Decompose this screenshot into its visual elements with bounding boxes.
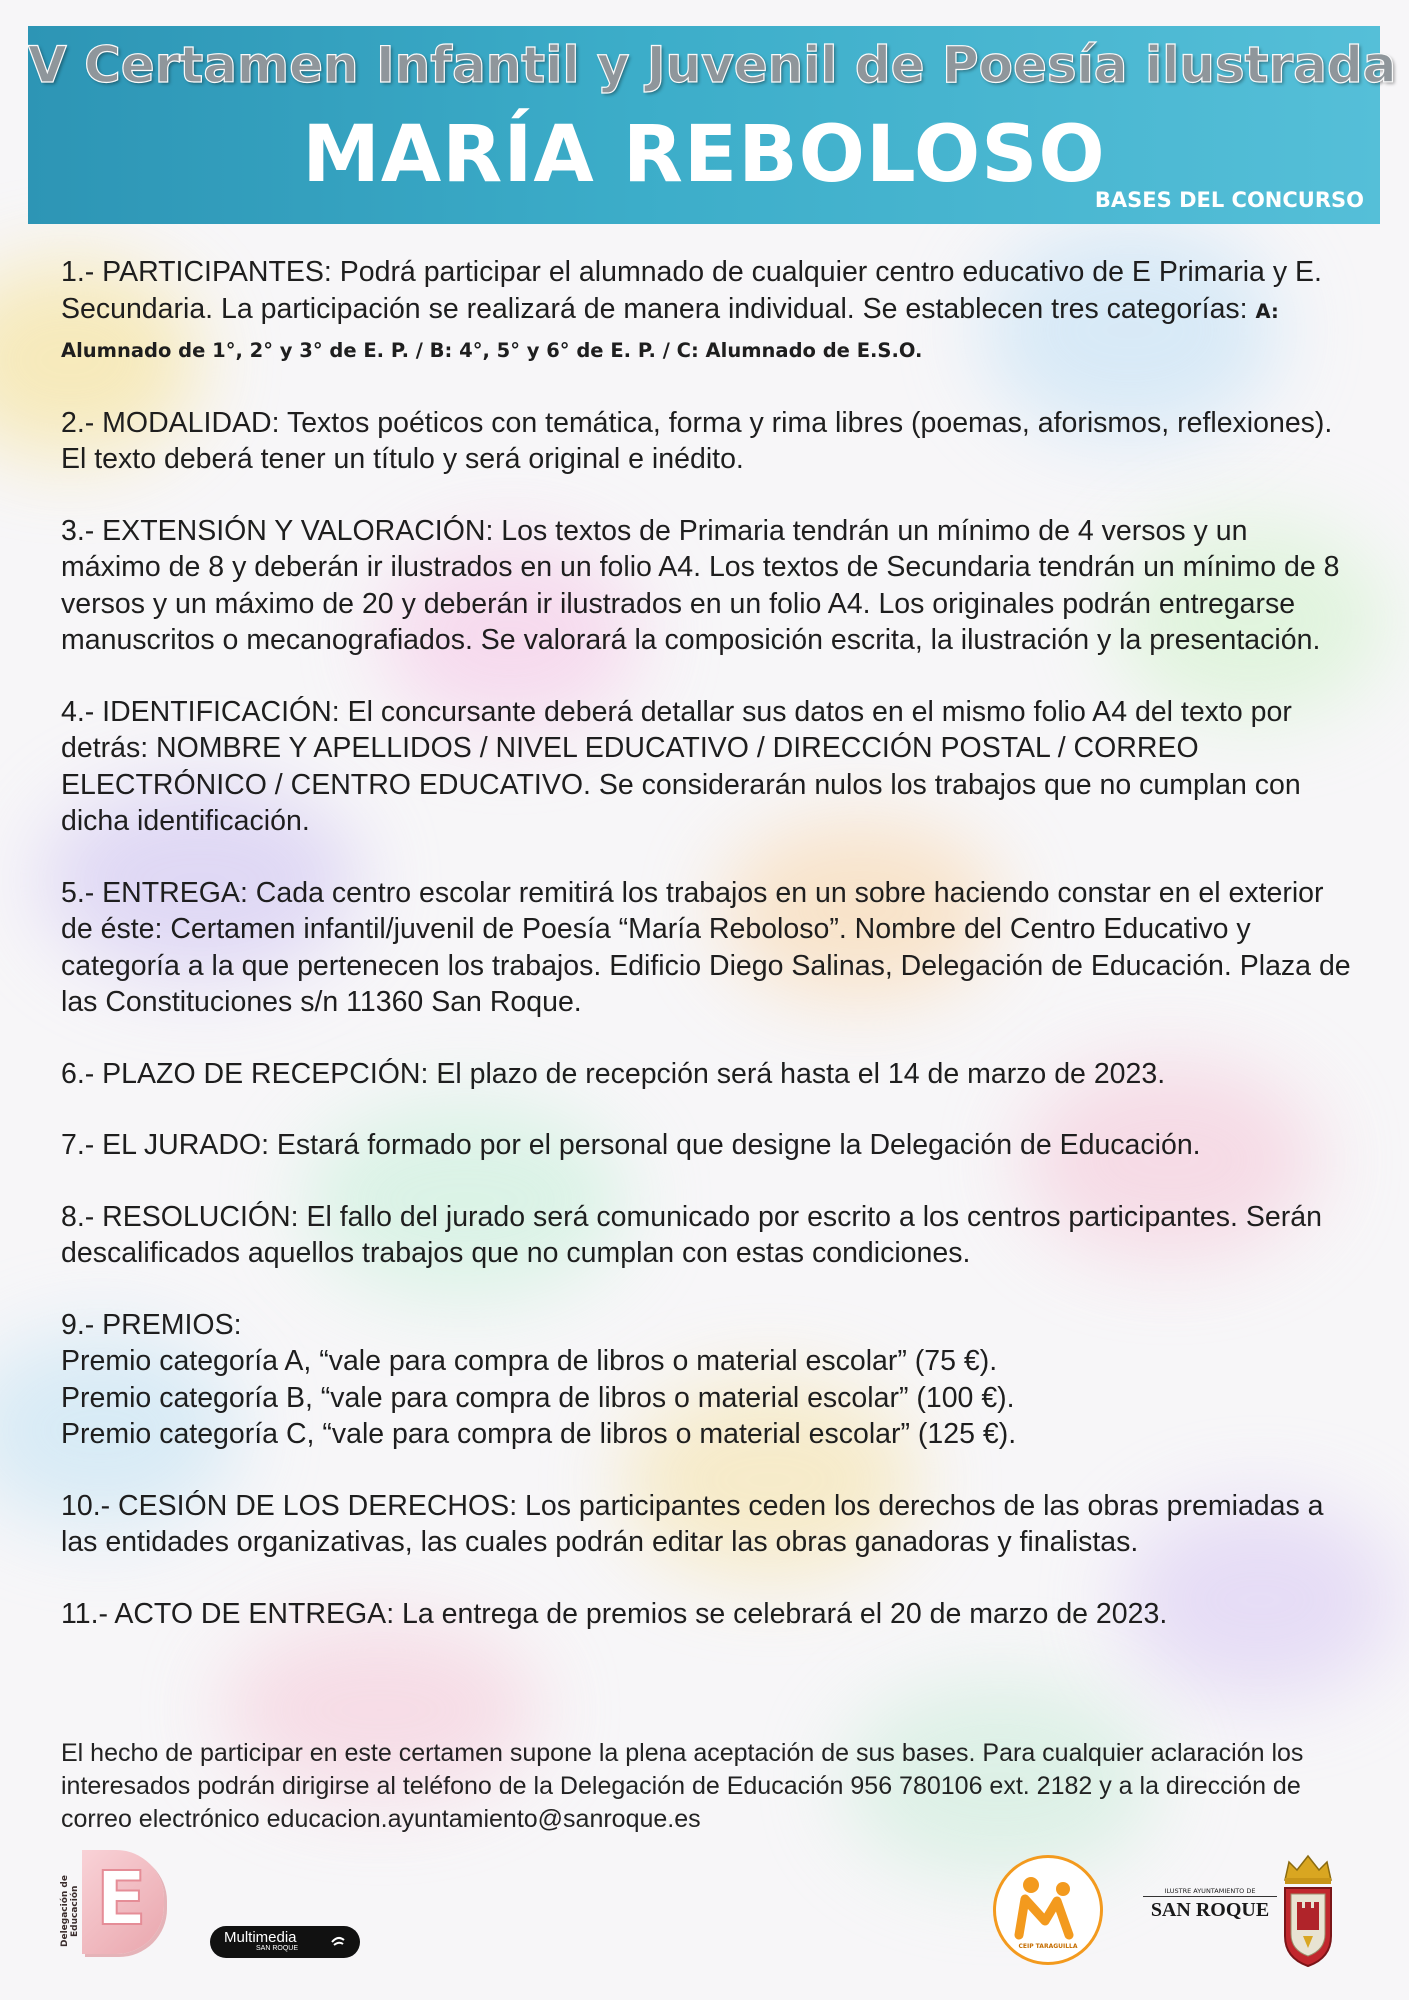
- rule-text: La entrega de premios se celebrará el 20 de marzo de 2023.: [394, 1597, 1168, 1630]
- rule-text: Los textos de Primaria tendrán un mínimo de 4 versos y un máximo de 8 y deberán ir ilustrados en un folio A4. Los textos de Secundaria tendrán un mínimo de 8 versos y un máximo de 20 y deberán ir ilustrados en un folio A4. Los originales podrán entregarse manuscritos o mecanografiados. Se valorará la composición escrita, la ilustración y la presentación.: [61, 514, 1340, 656]
- ceip-taraguilla-logo: [993, 1855, 1103, 1965]
- prize-line-c: Premio categoría C, “vale para compra de libros o material escolar” (125 €).: [61, 1418, 1017, 1450]
- rule-heading: 4.- IDENTIFICACIÓN:: [61, 695, 340, 728]
- letter-d-shape: [82, 1850, 164, 1954]
- rule-heading: 8.- RESOLUCIÓN:: [61, 1200, 299, 1233]
- rule-heading: 7.- EL JURADO:: [61, 1129, 269, 1161]
- rule-participantes: [61, 254, 1351, 370]
- rule-jurado: [61, 1127, 1351, 1164]
- rule-resolucion: [61, 1199, 1351, 1272]
- rule-modalidad: [61, 405, 1351, 478]
- ceip-caption: CEIP TARAGUILLA: [1018, 1943, 1078, 1950]
- rule-premios: [61, 1307, 1351, 1453]
- rule-heading: 1.- PARTICIPANTES:: [61, 256, 332, 288]
- rule-identificacion: [61, 694, 1351, 840]
- delegacion-educacion-logo: [60, 1850, 180, 1972]
- rule-text: El concursante deberá detallar sus datos en el mismo folio A4 del texto por detrás: NOMBRE Y APELLIDOS / NIVEL EDUCATIVO / DIRECCIÓN POSTAL / CORREO ELECTRÓNICO / CENTRO EDUCATIVO. Se considerarán nulos los trabajos que no cumplan con dicha identificación.: [61, 695, 1301, 837]
- rule-text: El plazo de recepción será hasta el 14 de marzo de 2023.: [428, 1057, 1166, 1090]
- rule-heading: 5.- ENTREGA:: [61, 876, 248, 909]
- rule-heading: 10.- CESIÓN DE LOS DERECHOS:: [61, 1489, 518, 1522]
- rule-text: Estará formado por el personal que designe la Delegación de Educación.: [269, 1129, 1201, 1161]
- rule-text: Textos poéticos con temática, forma y rima libres (poemas, aforismos, reflexiones). El texto deberá tener un título y será original e inédito.: [61, 406, 1333, 475]
- rule-text: Podrá participar el alumnado de cualquier centro educativo de E Primaria y E. Secundaria. La participación se realizará de manera individual. Se establecen tres categorías:: [61, 256, 1322, 325]
- rule-heading: 2.- MODALIDAD:: [61, 406, 280, 439]
- contest-title: V Certamen Infantil y Juvenil de Poesía ilustrada: [28, 36, 1397, 94]
- san-roque-label: SAN ROQUE: [1143, 1896, 1277, 1922]
- rule-plazo: [61, 1056, 1351, 1093]
- categories-text: A: Alumnado de 1°, 2° y 3° de E. P. / B: 4°, 5° y 6° de E. P. / C: Alumnado de E.S.O.: [61, 299, 1279, 362]
- coat-of-arms-icon: [1275, 1850, 1341, 1974]
- sponsor-logos: [0, 1840, 1409, 2000]
- rule-text: Los participantes ceden los derechos de las obras premiadas a las entidades organizativas, las cuales podrán editar las obras ganadoras y finalistas.: [61, 1489, 1324, 1558]
- bases-label: BASES DEL CONCURSO: [1094, 188, 1364, 212]
- rule-heading: 11.- ACTO DE ENTREGA:: [61, 1597, 395, 1630]
- contact-note: El hecho de participar en este certamen supone la plena aceptación de sus bases. Para cualquier aclaración los interesados podrán dirigirse al teléfono de la Delegación de Educación 956 780106 ext. 2182 y a la dirección de correo electrónico educacion.ayuntamiento@sanroque.es: [61, 1739, 1304, 1833]
- rule-acto-entrega: [61, 1596, 1351, 1633]
- rule-text: Cada centro escolar remitirá los trabajos en un sobre haciendo constar en el exterior de éste: Certamen infantil/juvenil de Poesía “María Reboloso”. Nombre del Centro Educativo y categoría a la que pertenecen los trabajos. Edificio Diego Salinas, Delegación de Educación. Plaza de las Constituciones s/n 11360 San Roque.: [61, 876, 1351, 1018]
- multimedia-swirl-icon: [330, 1933, 346, 1949]
- rule-heading: 6.- PLAZO DE RECEPCIÓN:: [61, 1057, 429, 1090]
- rule-heading: 9.- PREMIOS:: [61, 1308, 242, 1341]
- prize-line-b: Premio categoría B, “vale para compra de libros o material escolar” (100 €).: [61, 1381, 1015, 1414]
- multimedia-label: Multimedia: [224, 1929, 297, 1946]
- title-banner: [28, 26, 1397, 224]
- rule-cesion: [61, 1488, 1351, 1561]
- prize-line-a: Premio categoría A, “vale para compra de libros o material escolar” (75 €).: [61, 1345, 998, 1377]
- letter-e: E: [96, 1856, 147, 1942]
- multimedia-san-roque-logo: [210, 1926, 360, 1958]
- rule-text: El fallo del jurado será comunicado por escrito a los centros participantes. Serán descalificados aquellos trabajos que no cumplan con estas condiciones.: [61, 1200, 1322, 1269]
- ayuntamiento-label: ILUSTRE AYUNTAMIENTO DE: [1164, 1887, 1256, 1895]
- rule-extension: [61, 513, 1351, 659]
- ayuntamiento-san-roque-logo: [1143, 1850, 1343, 1980]
- rule-entrega: [61, 875, 1351, 1021]
- rules-body: [61, 254, 1351, 1667]
- delegacion-label: Delegación de Educación: [60, 1875, 80, 1947]
- contest-name: MARÍA REBOLOSO: [302, 110, 1106, 200]
- multimedia-sub-label: SAN ROQUE: [256, 1945, 299, 1952]
- rule-heading: 3.- EXTENSIÓN Y VALORACIÓN:: [61, 514, 494, 547]
